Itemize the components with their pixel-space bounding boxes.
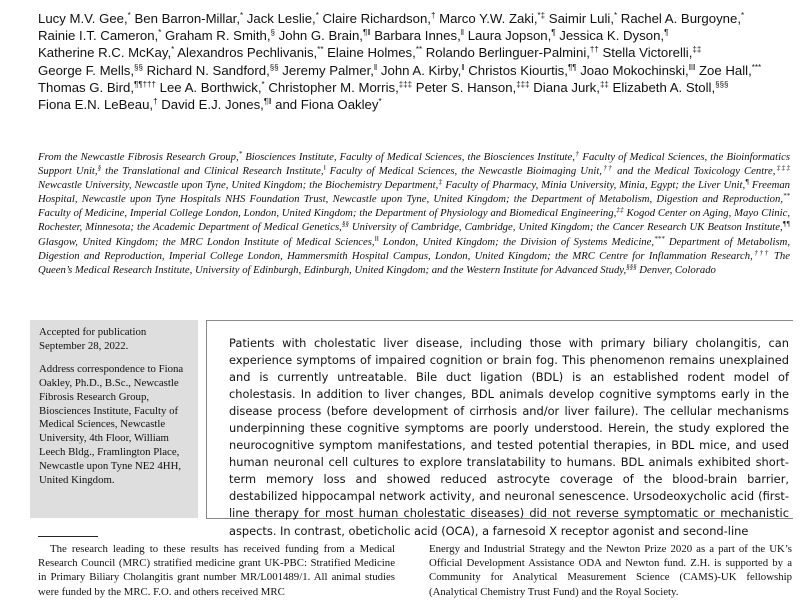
funding-footnote-right: Energy and Industrial Strategy and the Newton Prize 2020 as a part of the UK’s Official Development Assistance ODA and Newton fund. Z.H. is supported by a Community for Analytical Measurement Science (CAMS)-UK fellowship (Analytical Chemistry Trust Fund) and the Royal Society. <box>429 543 792 598</box>
author-line: Thomas G. Bird,¶¶††† Lee A. Borthwick,* Christopher M. Morris,‡‡‡ Peter S. Hanson,‡‡‡ Diana Jurk,‡‡ Elizabeth A. Stoll,§§§ <box>38 79 729 95</box>
abstract-text: Patients with cholestatic liver disease, including those with primary biliary cholangitis, can experience symptoms of impaired cognition or brain fog. This phenomenon remains unexplained and is currently untreatable. Bile duct ligation (BDL) is an established rodent model of cholestasis. In addition to liver changes, BDL animals develop cognitive symptoms early in the disease process (before development of cirrhosis and/or liver failure). The cellular mechanisms underpinning these cognitive symptoms are poorly understood. Herein, the study explored the neurocognitive symptom manifestations, and tested potential therapies, in BDL mice, and used human neuronal cell cultures to explore translatability to humans. BDL animals exhibited short-term memory loss and showed reduced astrocyte coverage of the blood-brain barrier, destabilized hippocampal network activity, and neuronal senescence. Ursodeoxycholic acid (first-line therapy for most human cholestatic diseases) did not reverse symptomatic or mechanistic aspects. In contrast, obeticholic acid (OCA), a farnesoid X receptor agonist and second-line <box>206 320 793 519</box>
correspondence-address: Address correspondence to Fiona Oakley, Ph.D., B.Sc., Newcastle Fibrosis Research Group, Biosciences Institute, Faculty of Medical Sciences, Newcastle University, 4th Floor, William Leech Bldg., Framlington Place, Newcastle upon Tyne NE2 4HH, United Kingdom. <box>39 362 184 487</box>
author-line: Lucy M.V. Gee,* Ben Barron-Millar,* Jack Leslie,* Claire Richardson,† Marco Y.W. Zaki,*‡ Saimir Luli,* Rachel A. Burgoyne,* <box>38 11 745 26</box>
author-line: Fiona E.N. LeBeau,† David E.J. Jones,¶‖ and Fiona Oakley* <box>38 97 382 113</box>
funding-footnote-left: The research leading to these results has received funding from a Medical Research Council (MRC) stratified medicine grant UK-PBC: Stratified Medicine in Primary Biliary Cholangitis grant number MR/L001489/1. All animal studies were funded by the MRC. F.O. and others received MRC <box>38 543 395 598</box>
author-line: Rainie I.T. Cameron,* Graham R. Smith,§ John G. Brain,¶‖ Barbara Innes,‖ Laura Jopson,¶ Jessica K. Dyson,¶ <box>38 28 669 44</box>
author-line: George F. Mells,§§ Richard N. Sandford,§§ Jeremy Palmer,‖ John A. Kirby,‖ Christos Kiourtis,¶¶ Joao Mokochinski,‖‖ Zoe Hall,*** <box>38 62 762 78</box>
affiliations: From the Newcastle Fibrosis Research Group,* Biosciences Institute, Faculty of Medical Sciences, the Biosciences Institute,† Faculty of Medical Sciences, the Bioinformatics Support Unit,§ the Translational and Clinical Research Institute,‖ Faculty of Medical Sciences, the Newcastle Bioimaging Unit,†† and the Medical Toxicology Centre,‡‡‡ Newcastle University, Newcastle upon Tyne, United Kingdom; the Biochemistry Department,‡ Faculty of Pharmacy, Minia University, Minia, Egypt; the Liver Unit,¶ Freeman Hospital, Newcastle upon Tyne Hospitals NHS Foundation Trust, Newcastle upon Tyne, United Kingdom; the Department of Metabolism, Digestion and Reproduction,** Faculty of Medicine, Imperial College London, London, United Kingdom; the Department of Physiology and Biomedical Engineering,‡‡ Kogod Center on Aging, Mayo Clinic, Rochester, Minnesota; the Academic Department of Medical Genetics,§§ University of Cambridge, Cambridge, United Kingdom; the Cancer Research UK Beatson Institute,¶¶ Glasgow, United Kingdom; the MRC London Institute of Medical Sciences,‖‖ London, United Kingdom; the Division of Systems Medicine,*** Department of Metabolism, Digestion and Reproduction, Imperial College London, Hammersmith Hospital Campus, London, United Kingdom; the MRC Centre for Inflammation Research,††† The Queen’s Medical Research Institute, University of Edinburgh, Edinburgh, United Kingdom; and the Western Institute for Advanced Study,§§§ Denver, Colorado <box>38 150 791 276</box>
article-info-box <box>30 320 198 518</box>
author-list <box>38 10 788 113</box>
accepted-date: Accepted for publication September 28, 2022. <box>39 326 147 352</box>
author-line: Katherine R.C. McKay,* Alexandros Pechlivanis,** Elaine Holmes,** Rolando Berlinguer-Palmini,†† Stella Victorelli,‡‡ <box>38 45 702 61</box>
footnote-divider <box>38 536 98 537</box>
